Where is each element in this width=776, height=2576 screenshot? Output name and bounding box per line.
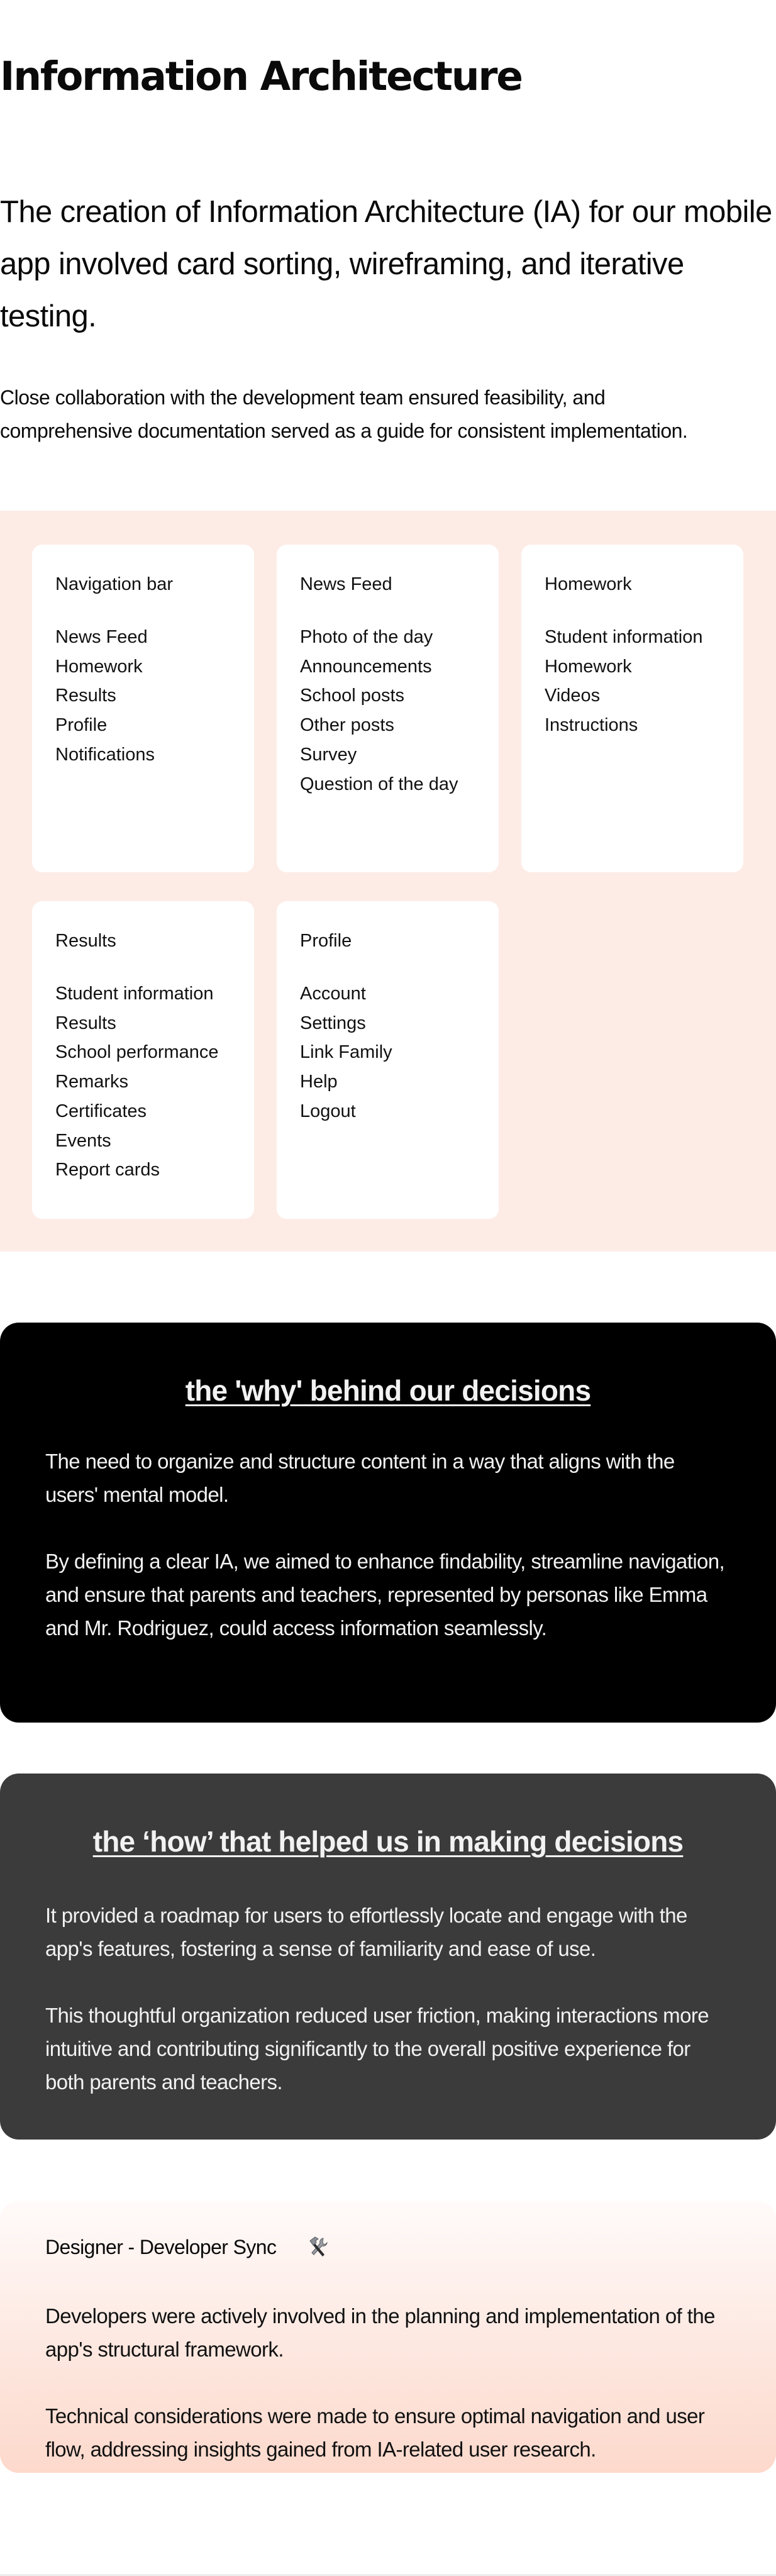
ia-card-board [0,511,776,1252]
card-title: Profile [300,931,352,951]
list-item: Homework [55,656,143,677]
list-item: Student information [545,627,703,647]
ia-card-navigation-bar [32,545,254,872]
card-item-list [300,623,499,799]
list-item: Events [55,1130,111,1151]
list-item: Help [300,1072,338,1092]
why-section [0,1323,776,1723]
list-item: Announcements [300,656,432,677]
list-item: Instructions [545,715,638,736]
card-item-list [55,979,254,1185]
page-title: Information Architecture [0,53,522,99]
list-item: Results [55,686,116,706]
how-paragraph: It provided a roadmap for users to effortlessly locate and engage with the app's features, fostering a sense of familiarity and ease of use. [45,1904,687,1960]
list-item: Photo of the day [300,627,433,647]
card-item-list [545,623,743,740]
list-item: Survey [300,744,357,765]
ia-card-news-feed [277,545,499,872]
sync-heading: Designer - Developer Sync [45,2235,277,2258]
list-item: Link Family [300,1042,392,1063]
list-item: Question of the day [300,774,458,794]
list-item: Profile [55,715,108,736]
sync-paragraph: Developers were actively involved in the planning and implementation of the app's structural framework. [45,2304,715,2361]
list-item: News Feed [55,627,148,647]
list-item: Report cards [55,1160,160,1180]
list-item: Remarks [55,1072,129,1092]
list-item: Account [300,984,366,1004]
how-heading: the ‘how’ that helped us in making decisions [92,1825,684,1858]
list-item: Other posts [300,715,394,736]
lead-statement: The creation of Information Architecture (IA) for our mobile app involved card sorting, wireframing, and iterative testing. [0,195,772,333]
list-item: School posts [300,686,405,706]
list-item: Notifications [55,744,155,765]
why-heading: the 'why' behind our decisions [185,1374,591,1407]
ia-card-results [32,901,254,1219]
list-item: Results [55,1013,116,1033]
how-paragraph: This thoughtful organization reduced user friction, making interactions more intuitive and contributing significantly to the overall positive experience for both parents and teachers. [45,2004,709,2094]
list-item: Student information [55,984,214,1004]
card-title: Navigation bar [55,574,173,594]
why-paragraph: The need to organize and structure content in a way that aligns with the users' mental model. [45,1450,675,1506]
intro-paragraph: Close collaboration with the development team ensured feasibility, and comprehensive documentation served as a guide for consistent implementation. [0,386,688,442]
hammer-and-wrench-icon [306,2235,330,2259]
how-section [0,1774,776,2140]
list-item: School performance [55,1042,219,1063]
designer-developer-sync-section [0,2201,776,2473]
list-item: Settings [300,1013,366,1033]
card-item-list [300,979,499,1126]
card-title: Results [55,931,116,951]
sync-paragraph: Technical considerations were made to ensure optimal navigation and user flow, addressing insights gained from IA-related user research. [45,2404,705,2461]
card-item-list [55,623,254,770]
list-item: Certificates [55,1101,147,1121]
list-item: Videos [545,686,601,706]
card-title: News Feed [300,574,392,594]
sync-header [45,2226,731,2268]
ia-card-profile [277,901,499,1219]
why-paragraph: By defining a clear IA, we aimed to enhance findability, streamline navigation, and ensure that parents and teachers, represented by personas like Emma and Mr. Rodriguez, could access information seamlessly. [45,1550,725,1640]
ia-card-homework [521,545,743,872]
list-item: Homework [545,656,632,677]
card-title: Homework [545,574,632,594]
list-item: Logout [300,1101,356,1121]
